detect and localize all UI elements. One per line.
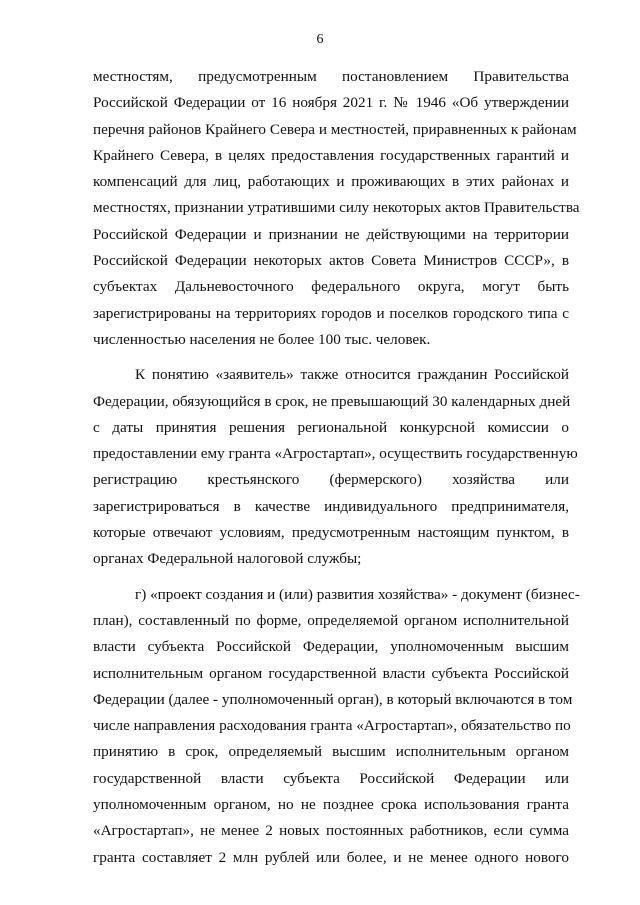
text-line: Федерации, обязующийся в срок, не превышающий 30 календарных дней (93, 392, 571, 410)
text-line: которые отвечают условиям, предусмотренным настоящим пунктом, в (93, 524, 569, 542)
text-line: государственной власти субъекта Российской Федерации или (93, 769, 569, 787)
text-line: предоставлении ему гранта «Агростартап», осуществить государственную (93, 445, 578, 463)
text-line: исполнительным органом государственной власти субъекта Российской (93, 664, 569, 682)
paragraph-3 (93, 582, 580, 871)
text-line: зарегистрированы на территориях городов и поселков городского типа с (93, 304, 569, 322)
text-line: компенсаций для лиц, работающих и проживающих в этих районах и (93, 173, 569, 191)
text-line: местностям, предусмотренным постановлением Правительства (93, 68, 569, 85)
text-line: регистрацию крестьянского (фермерского) хозяйства или (93, 471, 569, 489)
text-line: численностью населения не более 100 тыс. человек. (93, 330, 431, 348)
paragraph-gap (93, 573, 569, 582)
text-line: числе направления расходования гранта «Агростартап», обязательство по (93, 717, 571, 735)
text-line: субъектах Дальневосточного федерального округа, могут быть (93, 278, 569, 296)
text-line: перечня районов Крайнего Севера и местностей, приравненных к районам (93, 120, 577, 138)
document-body (93, 64, 580, 871)
text-line: Федерации (далее - уполномоченный орган), в который включаются в том (93, 690, 573, 708)
text-line: власти субъекта Российской Федерации, уполномоченным высшим (93, 638, 569, 656)
text-line: местностях, признании утратившими силу некоторых актов Правительства (93, 199, 580, 217)
text-line: зарегистрироваться в качестве индивидуального предпринимателя, (93, 497, 569, 515)
paragraph-2 (93, 362, 578, 572)
text-line: органах Федеральной налоговой службы; (93, 550, 362, 568)
text-line: Российской Федерации некоторых актов Совета Министров СССР», в (93, 252, 569, 270)
text-line: Российской Федерации от 16 ноября 2021 г. № 1946 «Об утверждении (93, 94, 569, 112)
text-line: с даты принятия решения региональной конкурсной комиссии о (93, 418, 569, 436)
page-number: 6 (316, 32, 324, 47)
text-line: Крайнего Севера, в целях предоставления государственных гарантий и (93, 146, 569, 164)
text-line: г) «проект создания и (или) развития хозяйства» - документ (бизнес- (135, 585, 580, 603)
text-line: «Агростартап», не менее 2 новых постоянных работников, если сумма (93, 822, 569, 840)
paragraph-1 (93, 64, 580, 353)
text-line: К понятию «заявитель» также относится гражданин Российской (135, 366, 569, 384)
text-line: уполномоченным органом, но не позднее срока использования гранта (93, 796, 569, 814)
paragraph-gap (93, 353, 569, 362)
text-line: принятию в срок, определяемый высшим исполнительным органом (93, 743, 569, 761)
text-line: Российской Федерации и признании не действующими на территории (93, 225, 569, 243)
text-line: план), составленный по форме, определяемой органом исполнительной (93, 611, 569, 629)
text-line: гранта составляет 2 млн рублей или более, и не менее одного нового (93, 848, 569, 866)
